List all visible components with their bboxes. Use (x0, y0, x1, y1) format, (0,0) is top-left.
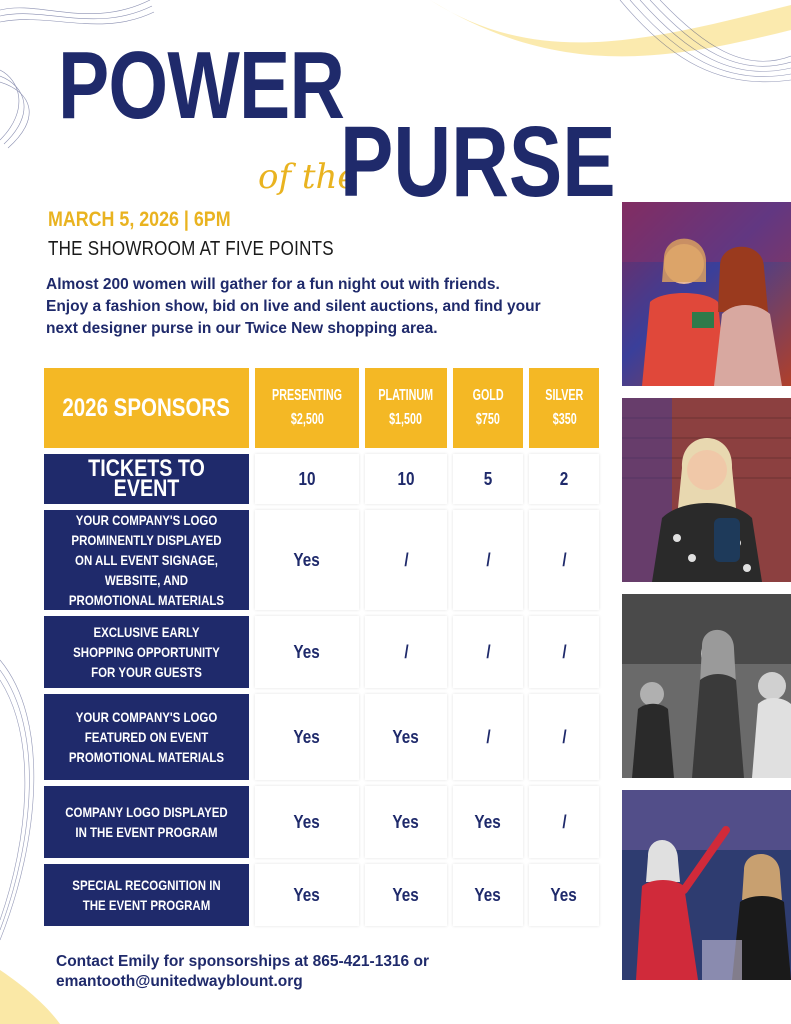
tier-price: $2,500 (290, 411, 324, 428)
table-cell: Yes (255, 694, 359, 780)
table-cell: / (453, 616, 523, 688)
row-label: SPECIAL RECOGNITION IN THE EVENT PROGRAM (44, 864, 249, 926)
contact-info (56, 952, 429, 992)
table-row (44, 786, 599, 858)
table-cell: Yes (529, 864, 599, 926)
title-power: POWER (58, 32, 345, 139)
event-date: MARCH 5, 2026 | 6PM (48, 208, 231, 231)
row-label: TICKETS TO EVENT (44, 454, 249, 504)
tier-name: PLATINUM (378, 387, 434, 404)
tier-price: $750 (476, 411, 500, 428)
table-cell: 5 (453, 454, 523, 504)
table-cell: Yes (453, 786, 523, 858)
table-cell: 10 (365, 454, 447, 504)
sponsors-heading: 2026 SPONSORS (44, 368, 249, 448)
intro-paragraph (46, 274, 596, 340)
table-cell: / (529, 786, 599, 858)
table-cell: / (529, 510, 599, 610)
table-cell: / (453, 510, 523, 610)
table-row (44, 694, 599, 780)
table-row (44, 510, 599, 610)
table-row (44, 616, 599, 688)
contact-line: Contact Emily for sponsorships at 865-421-1316 or (56, 953, 429, 970)
table-cell: / (365, 616, 447, 688)
table-cell: Yes (365, 786, 447, 858)
event-venue: THE SHOWROOM AT FIVE POINTS (48, 238, 334, 260)
table-cell: Yes (255, 616, 359, 688)
title-of-the: of the (258, 157, 358, 197)
tier-platinum (365, 368, 447, 448)
table-cell: / (453, 694, 523, 780)
sponsor-table-header (44, 368, 599, 448)
table-cell: / (529, 694, 599, 780)
table-cell: Yes (255, 786, 359, 858)
event-photo-3 (622, 594, 791, 778)
row-label: YOUR COMPANY'S LOGO PROMINENTLY DISPLAYED ON ALL EVENT SIGNAGE, WEBSITE, AND PROMOTIONAL MATERIALS (44, 510, 249, 610)
tier-presenting (255, 368, 359, 448)
table-cell: / (529, 616, 599, 688)
row-label: COMPANY LOGO DISPLAYED IN THE EVENT PROGRAM (44, 786, 249, 858)
tier-name: PRESENTING (272, 387, 342, 404)
event-photo-1 (622, 202, 791, 386)
event-photo-2 (622, 398, 791, 582)
intro-line: next designer purse in our Twice New shopping area. (46, 320, 438, 337)
table-cell: / (365, 510, 447, 610)
tier-price: $350 (552, 411, 576, 428)
table-cell: Yes (365, 864, 447, 926)
table-row (44, 864, 599, 926)
sponsor-table (38, 362, 605, 932)
tier-silver (529, 368, 599, 448)
tier-gold (453, 368, 523, 448)
table-cell: Yes (365, 694, 447, 780)
contact-email[interactable]: emantooth@unitedwayblount.org (56, 973, 303, 990)
table-cell: 2 (529, 454, 599, 504)
tier-name: SILVER (544, 387, 584, 404)
table-cell: 10 (255, 454, 359, 504)
table-cell: Yes (255, 510, 359, 610)
table-cell: Yes (255, 864, 359, 926)
tier-name: GOLD (472, 387, 504, 404)
table-cell: Yes (453, 864, 523, 926)
title-purse: PURSE (340, 106, 616, 218)
row-label: YOUR COMPANY'S LOGO FEATURED ON EVENT PROMOTIONAL MATERIALS (44, 694, 249, 780)
intro-line: Enjoy a fashion show, bid on live and silent auctions, and find your (46, 298, 541, 315)
event-photo-4 (622, 790, 791, 980)
decorative-swirl-top-right (420, 0, 791, 110)
tier-price: $1,500 (389, 411, 423, 428)
row-label: EXCLUSIVE EARLY SHOPPING OPPORTUNITY FOR YOUR GUESTS (44, 616, 249, 688)
table-row (44, 454, 599, 504)
intro-line: Almost 200 women will gather for a fun night out with friends. (46, 276, 500, 293)
